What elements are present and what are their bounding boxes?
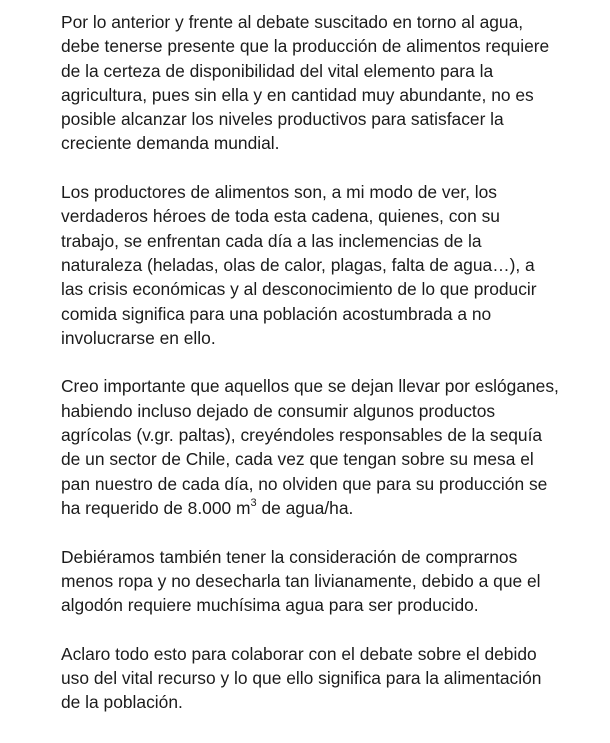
- paragraph-slogans-tail: de agua/ha.: [256, 497, 354, 518]
- paragraph-food-producers: Los productores de alimentos son, a mi modo de ver, los verdaderos héroes de toda esta cadena, quienes, con su trabajo, se enfrentan cada día a las inclemencias de la naturaleza (heladas, olas de calor, plagas, falta de agua…), a las crisis económicas y al desconocimiento de lo que producir comida significa para una población acostumbrada a no involucrarse en ello.: [61, 182, 537, 348]
- paragraph-slogans: [61, 374, 561, 520]
- paragraph-clothing: Debiéramos también tener la consideración de comprarnos menos ropa y no desecharla tan livianamente, debido a que el algodón requiere muchísima agua para ser producido.: [61, 546, 541, 616]
- paragraph-water-debate: Por lo anterior y frente al debate suscitado en torno al agua, debe tenerse presente que la producción de alimentos requiere de la certeza de disponibilidad del vital elemento para la agricultura, pues sin ella y en cantidad muy abundante, no es posible alcanzar los niveles productivos para satisfacer la creciente demanda mundial.: [61, 12, 550, 154]
- paragraph-closing: Aclaro todo esto para colaborar con el debate sobre el debido uso del vital recurso y lo que ello significa para la alimentación de la población.: [61, 643, 542, 713]
- paragraph-slogans-text: Creo importante que aquellos que se dejan llevar por eslóganes, habiendo incluso dejado de consumir algunos productos agrícolas (v.gr. paltas), creyéndoles responsables de la sequía de un sector de Chile, cada vez que tengan sobre su mesa el pan nuestro de cada día, no olviden que para su producción se ha requerido de 8.000 m: [61, 376, 559, 518]
- article-body: [61, 10, 561, 715]
- cubic-superscript: 3: [250, 497, 257, 510]
